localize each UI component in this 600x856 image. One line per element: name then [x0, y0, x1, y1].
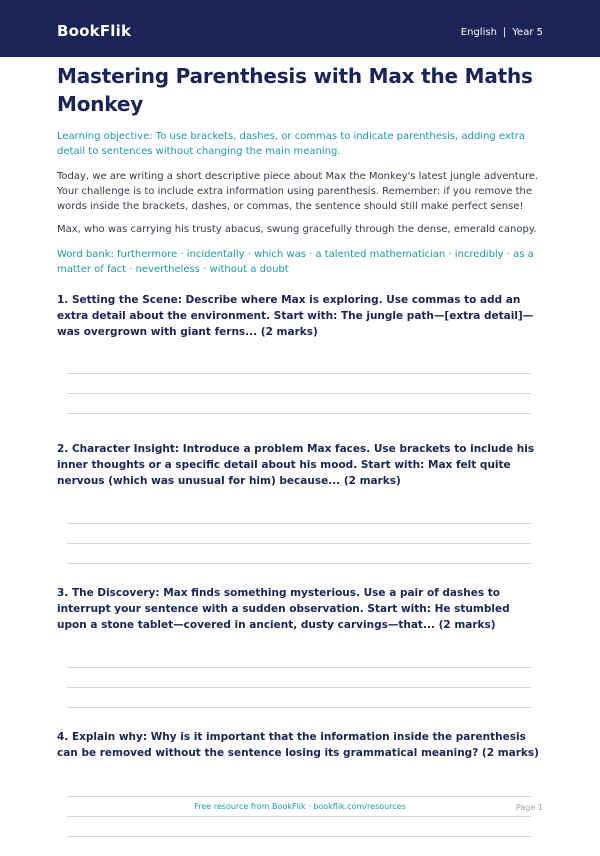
question-4 [57, 729, 542, 856]
subject-label: English [460, 27, 497, 38]
answer-line[interactable] [67, 373, 531, 393]
answer-line[interactable] [67, 707, 531, 727]
answer-lines [67, 667, 531, 727]
answer-line[interactable] [67, 667, 531, 687]
answer-line[interactable] [67, 687, 531, 707]
page-number: Page 1 [516, 803, 543, 812]
question-text: 1. Setting the Scene: Describe where Max is exploring. Use commas to add an extra detail about the environment. Start with: The jungle path—[extra detail]—was overgrown with giant ferns... (2 marks) [57, 294, 534, 338]
question-text: 3. The Discovery: Max finds something mysterious. Use a pair of dashes to interrupt your sentence with a sudden observation. Start with: He stumbled upon a stone tablet—covered in ancient, dusty carvings—that... (2 marks) [57, 587, 510, 631]
header-bar [0, 0, 600, 57]
example-sentence: Max, who was carrying his trusty abacus, swung gracefully through the dense, emerald canopy. [57, 224, 537, 235]
word-bank: Word bank: furthermore · incidentally · which was · a talented mathematician · incredibly · as a matter of fact · nevertheless · without a doubt [57, 249, 534, 275]
header-meta [461, 27, 543, 38]
answer-line[interactable] [67, 543, 531, 563]
learning-objective: Learning objective: To use brackets, dashes, or commas to indicate parenthesis, adding extra detail to sentences without changing the main meaning. [57, 131, 525, 157]
answer-lines [67, 373, 531, 433]
answer-lines [67, 523, 531, 583]
answer-line[interactable] [67, 563, 531, 583]
answer-line[interactable] [67, 393, 531, 413]
separator: | [502, 27, 507, 38]
question-text: 2. Character Insight: Introduce a problem Max faces. Use brackets to include his inner thoughts or a specific detail about his mood. Start with: Max felt quite nervous (which was unusual for him) because... (2 marks) [57, 443, 535, 487]
question-2 [57, 441, 542, 583]
answer-line[interactable] [67, 523, 531, 543]
brand-logo-text: BookFlik [57, 22, 132, 40]
worksheet-content [57, 62, 542, 856]
question-3 [57, 585, 542, 727]
question-1 [57, 292, 542, 433]
answer-line[interactable] [67, 413, 531, 433]
question-text: 4. Explain why: Why is it important that the information inside the parenthesis can be removed without the sentence losing its grammatical meaning? (2 marks) [57, 731, 539, 759]
intro-paragraph: Today, we are writing a short descriptive piece about Max the Monkey's latest jungle adventure. Your challenge is to include extra information using parenthesis. Remember: if you remove the words inside the brackets, dashes, or commas, the sentence should still make perfect sense! [57, 171, 539, 212]
footer-text: Free resource from BookFlik · bookflik.com/resources [194, 802, 406, 811]
answer-line[interactable] [67, 836, 531, 856]
year-label: Year 5 [512, 27, 543, 38]
page-title: Mastering Parenthesis with Max the Maths Monkey [57, 64, 533, 116]
answer-line[interactable] [67, 816, 531, 836]
